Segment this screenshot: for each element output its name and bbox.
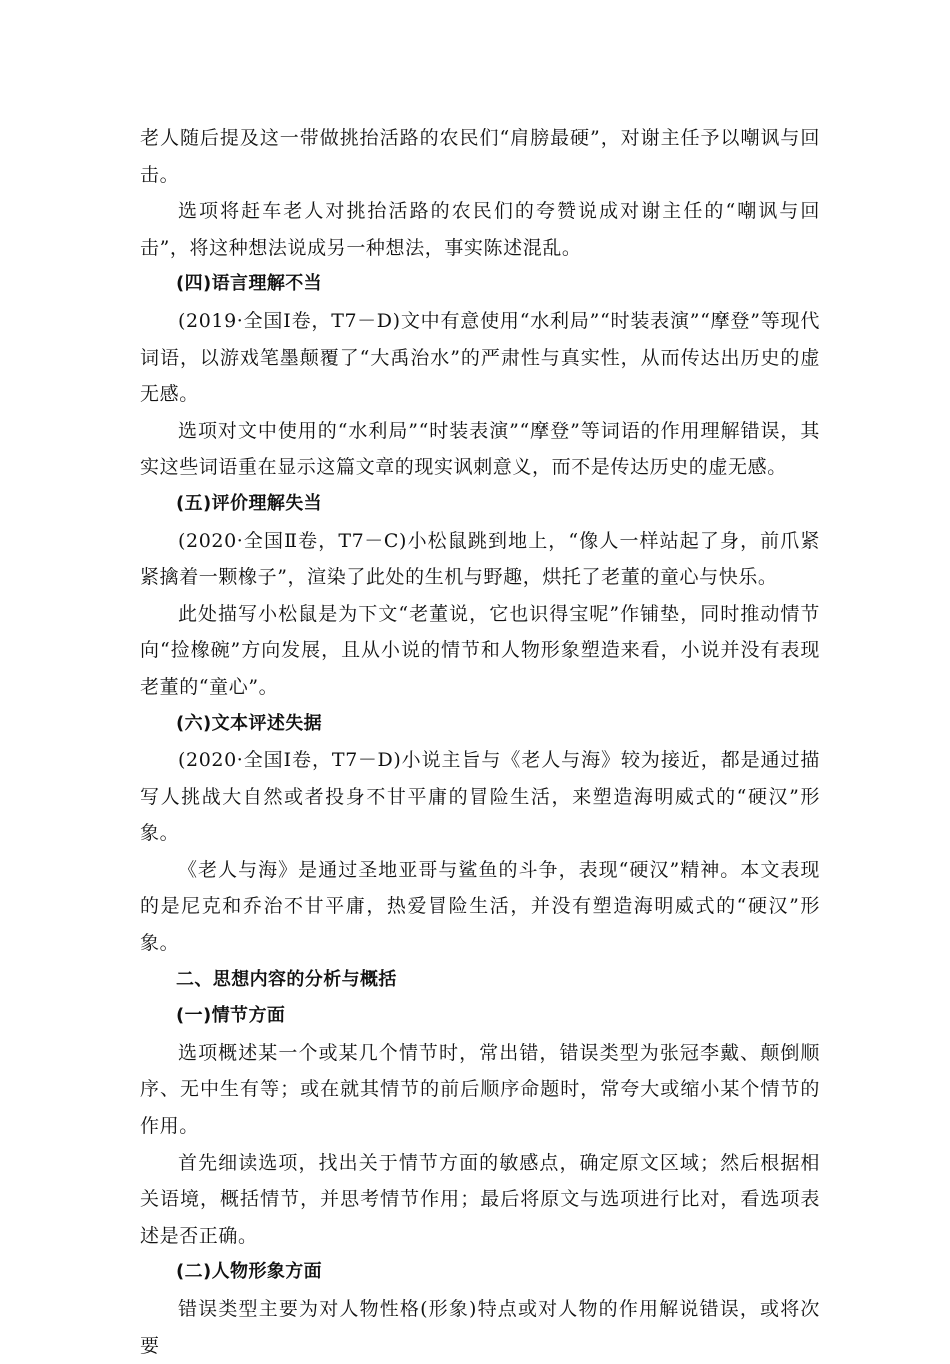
paragraph: 选项对文中使用的“水利局”“时装表演”“摩登”等词语的作用理解错误，其实这些词语重在显示这篇文章的现实讽刺意义，而不是传达历史的虚无感。: [140, 419, 820, 479]
section-heading: 二、思想内容的分析与概括: [176, 968, 397, 990]
paragraph: (2020·全国Ⅰ卷，T7－D)小说主旨与《老人与海》较为接近，都是通过描写人挑战大自然或者投身不甘平庸的冒险生活，来塑造海明威式的“硬汉”形象。: [140, 749, 820, 845]
section-heading: (一)情节方面: [176, 1005, 286, 1027]
paragraph: 选项概述某一个或某几个情节时，常出错，错误类型为张冠李戴、颠倒顺序、无中生有等；或在就其情节的前后顺序命题时，常夸大或缩小某个情节的作用。: [140, 1041, 820, 1138]
paragraph: 《老人与海》是通过圣地亚哥与鲨鱼的斗争，表现“硬汉”精神。本文表现的是尼克和乔治不甘平庸，热爱冒险生活，并没有塑造海明威式的“硬汉”形象。: [140, 858, 820, 955]
paragraph: (2019·全国Ⅰ卷，T7－D)文中有意使用“水利局”“时装表演”“摩登”等现代词语，以游戏笔墨颠覆了“大禹治水”的严肃性与真实性，从而传达出历史的虚无感。: [140, 309, 820, 406]
paragraph: 选项将赶车老人对挑抬活路的农民们的夸赞说成对谢主任的“嘲讽与回击”，将这种想法说成另一种想法，事实陈述混乱。: [140, 200, 820, 259]
paragraph: 首先细读选项，找出关于情节方面的敏感点，确定原文区域；然后根据相关语境，概括情节，并思考情节作用；最后将原文与选项进行比对，看选项表述是否正确。: [140, 1151, 820, 1247]
document-page: [140, 120, 820, 1364]
section-heading: (二)人物形象方面: [176, 1261, 323, 1283]
section-heading: (五)评价理解失当: [176, 492, 323, 514]
section-heading: (四)语言理解不当: [176, 273, 323, 295]
paragraph: 老人随后提及这一带做挑抬活路的农民们“肩膀最硬”，对谢主任予以嘲讽与回击。: [140, 127, 820, 186]
paragraph: 错误类型主要为对人物性格(形象)特点或对人物的作用解说错误，或将次要: [140, 1298, 820, 1357]
section-heading: (六)文本评述失据: [176, 712, 323, 734]
paragraph: 此处描写小松鼠是为下文“老董说，它也识得宝呢”作铺垫，同时推动情节向“捡橡碗”方向发展，且从小说的情节和人物形象塑造来看，小说并没有表现老董的“童心”。: [140, 602, 820, 698]
paragraph: (2020·全国Ⅱ卷，T7－C)小松鼠跳到地上，“像人一样站起了身，前爪紧紧擒着一颗橡子”，渲染了此处的生机与野趣，烘托了老董的童心与快乐。: [140, 529, 820, 589]
